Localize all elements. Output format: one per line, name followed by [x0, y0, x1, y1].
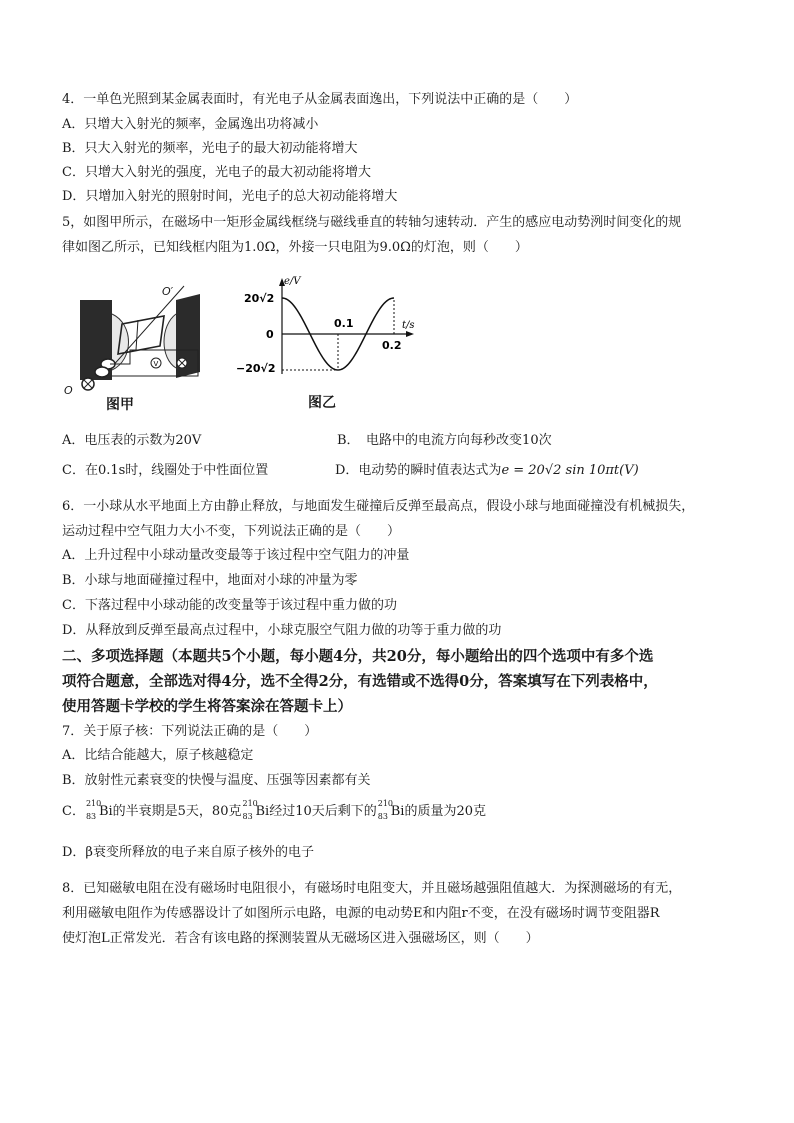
- q4-option-b: B．只大入射光的频率，光电子的最大初动能将增大: [62, 141, 358, 156]
- section2-heading-line1: 二、多项选择题（本题共5个小题，每小题4分，共20分，每小题给出的四个选项中有多个选: [62, 648, 654, 665]
- q6-option-d: D．从释放到反弹至最高点过程中，小球克服空气阻力做的功等于重力做的功: [62, 623, 502, 638]
- q7-option-c-part1: Bi的半衰期是5天，80克: [98, 804, 242, 819]
- nuclide-mass-number: 210: [85, 799, 102, 808]
- q5-stem-line2: 律如图乙所示，已知线框内阻为1.0Ω，外接一只电阻为9.0Ω的灯泡，则（ ）: [62, 240, 528, 255]
- q6-stem-line2: 运动过程中空气阻力大小不变，下列说法正确的是（ ）: [62, 524, 401, 539]
- q4-option-a: A．只增大入射光的频率，金属逸出功将减小: [62, 117, 319, 132]
- q7-option-c-part2: Bi经过10天后剩下的: [255, 804, 377, 819]
- bi-nuclide-1: [85, 799, 102, 822]
- fig-a-caption: 图甲: [106, 397, 134, 413]
- q6-option-b: B．小球与地面碰撞过程中，地面对小球的冲量为零: [62, 573, 358, 588]
- chart-y-label: e/V: [284, 276, 301, 287]
- nuclide-mass-number: 210: [242, 799, 258, 808]
- q7-option-a: A．比结合能越大，原子核越稳定: [62, 748, 254, 763]
- figure-generator: [72, 280, 222, 400]
- q4-stem: 4．一单色光照到某金属表面时，有光电子从金属表面逸出，下列说法中正确的是（ ）: [62, 92, 578, 107]
- q5-option-d-formula: e = 20√2 sin 10πt(V): [501, 463, 639, 478]
- section2-heading-line3: 使用答题卡学校的学生将答案涂在答题卡上）: [62, 698, 352, 715]
- q7-option-b: B．放射性元素衰变的快慢与温度、压强等因素都有关: [62, 773, 371, 788]
- q7-option-d: D．β衰变所释放的电子来自原子核外的电子: [62, 845, 314, 860]
- q5-option-d: [335, 461, 639, 481]
- q5-option-b: B． 电路中的电流方向每秒改变10次: [337, 433, 552, 448]
- q7-option-c-prefix: C．: [62, 804, 85, 819]
- chart-y-tick-top: 20√2: [244, 292, 275, 305]
- q5-option-d-prefix: D．电动势的瞬时值表达式为: [335, 463, 502, 478]
- chart-x-tick-02: 0.2: [382, 339, 402, 352]
- q8-stem-line2: 利用磁敏电阻作为传感器设计了如图所示电路，电源的电动势E和内阻r不变，在没有磁场时调节变阻器R: [62, 906, 660, 921]
- chart-y-tick-bottom: −20√2: [236, 362, 276, 375]
- bi-nuclide-3: [377, 799, 394, 822]
- q4-option-d: D．只增加入射光的照射时间，光电子的总大初动能将增大: [62, 189, 398, 204]
- chart-y-tick-zero: 0: [266, 328, 274, 341]
- nuclide-atomic-number: 83: [377, 812, 388, 821]
- bi-nuclide-2: [241, 799, 258, 822]
- fig-b-caption: 图乙: [308, 395, 336, 411]
- figure-emf-chart: [232, 274, 422, 384]
- chart-x-label: t/s: [402, 320, 415, 331]
- q5-stem-line1: 5，如图甲所示，在磁场中一矩形金属线框绕与磁线垂直的转轴匀速转动．产生的感应电动势洌时间变化的规: [62, 215, 682, 230]
- chart-x-tick-01: 0.1: [334, 317, 354, 330]
- q5-option-a: A．电压表的示数为20V: [62, 433, 202, 448]
- fig-a-label-bottom: O: [64, 384, 73, 397]
- q8-stem-line3: 使灯泡L正常发光．若含有该电路的探测装置从无磁场区进入强磁场区，则（ ）: [62, 931, 539, 946]
- q7-option-c-part3: Bi的质量为20克: [390, 804, 487, 819]
- nuclide-mass-number: 210: [377, 799, 394, 808]
- nuclide-atomic-number: 83: [242, 812, 253, 821]
- q6-stem-line1: 6．一小球从水平地面上方由静止释放，与地面发生碰撞后反弹至最高点，假设小球与地面碰撞没有机械损失，: [62, 499, 695, 514]
- q7-stem: 7．关于原子核：下列说法正确的是（ ）: [62, 724, 318, 739]
- q6-option-a: A．上升过程中小球动量改变最等于该过程中空气阻力的冲量: [62, 548, 410, 563]
- section2-heading-line2: 项符合题意，全部选对得4分，选不全得2分，有选错或不选得0分，答案填写在下列表格中，: [62, 673, 658, 690]
- q8-stem-line1: 8．已知磁敏电阻在没有磁场时电阻很小，有磁场时电阻变大，并且磁场越强阻值越大．为探测磁场的有无，: [62, 881, 682, 896]
- q5-option-c: C．在0.1s时，线圈处于中性面位置: [62, 463, 269, 478]
- nuclide-atomic-number: 83: [85, 812, 97, 821]
- q7-option-c: [62, 799, 487, 822]
- svg-text:V: V: [153, 360, 159, 368]
- fig-a-label-top: O′: [162, 285, 174, 298]
- q4-option-c: C．只增大入射光的强度，光电子的最大初动能将增大: [62, 165, 371, 180]
- q6-option-c: C．下落过程中小球动能的改变量等于该过程中重力做的功: [62, 598, 397, 613]
